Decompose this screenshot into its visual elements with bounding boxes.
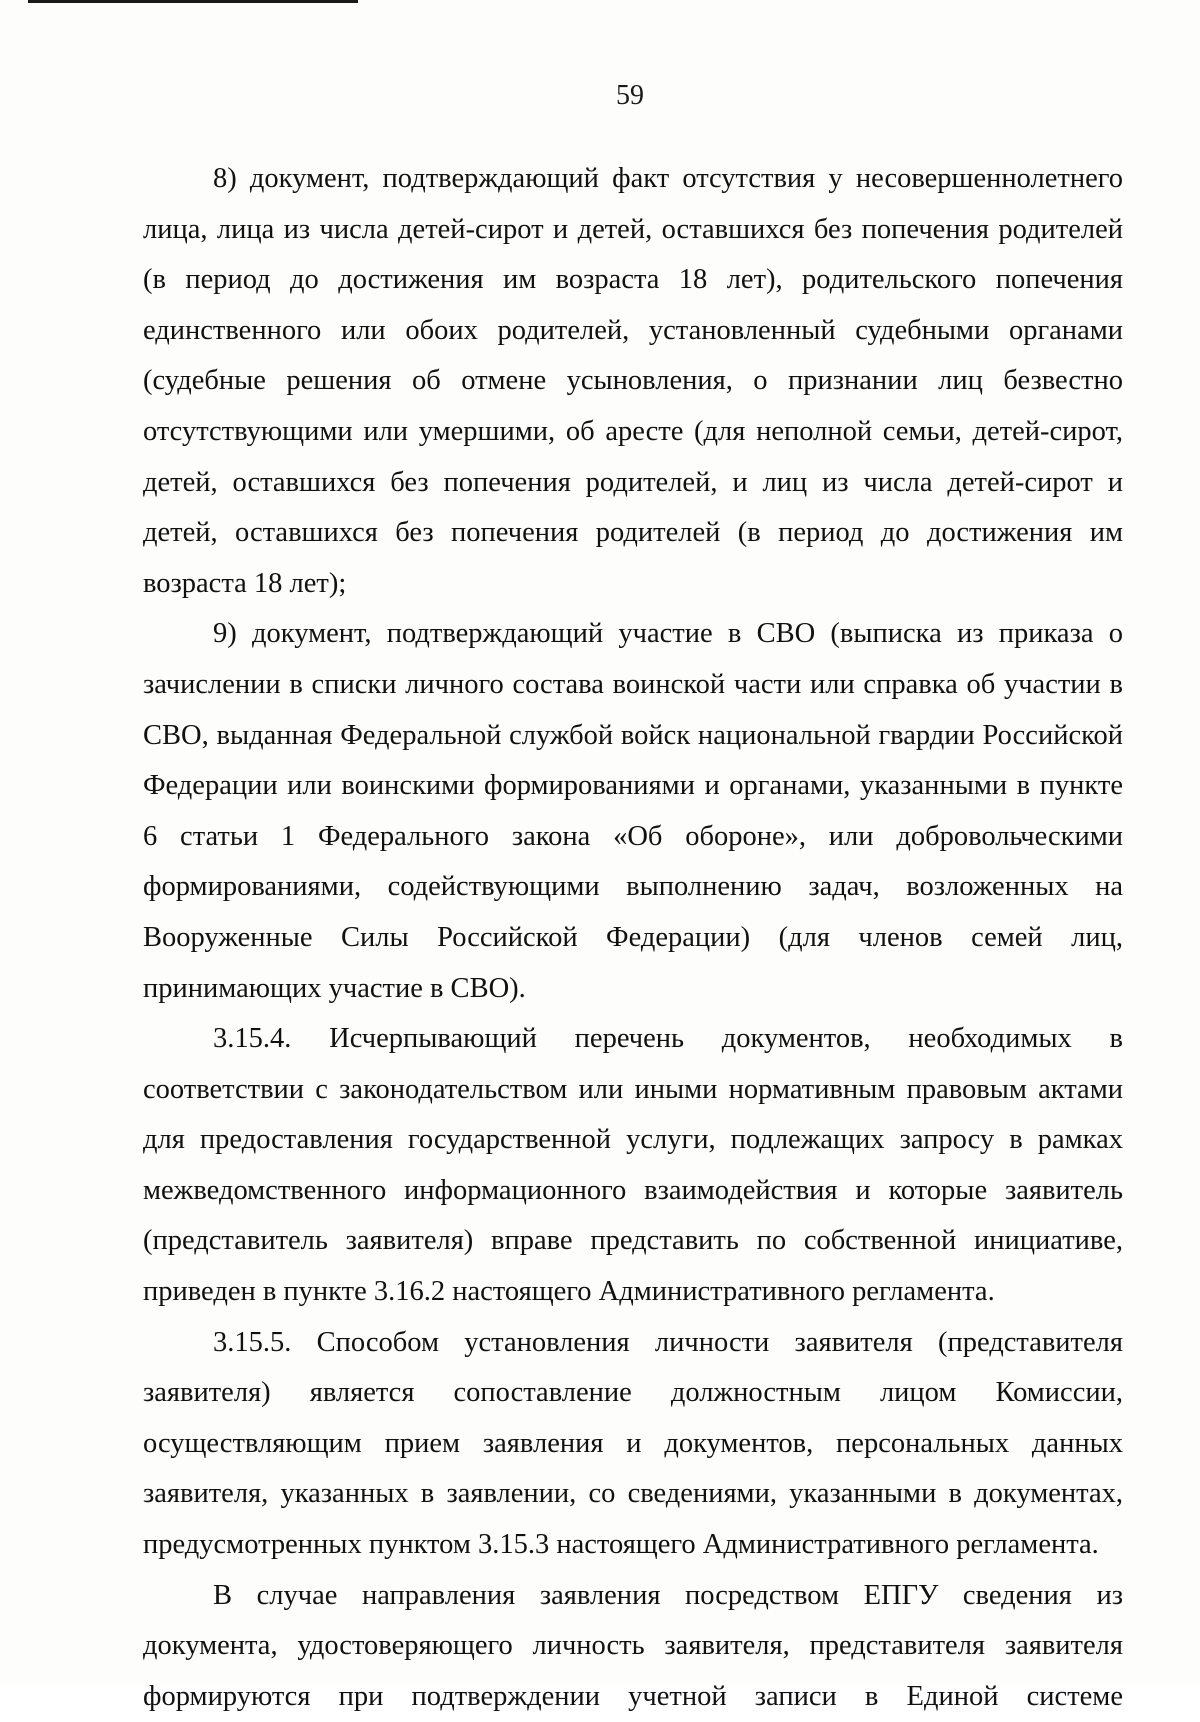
page-number: 59	[616, 80, 644, 111]
top-rule	[28, 0, 358, 3]
paragraph-3-15-4: 3.15.4. Исчерпывающий перечень документов, необходимых в соответствии с законодательством или иными нормативным правовым актами для предоставления государственной услуги, подлежащих запросу в рамках межведомственного информационного взаимодействия и которые заявитель (представитель заявителя) вправе представить по собственной инициативе, приведен в пункте 3.16.2 настоящего Административного регламента.	[143, 1023, 1123, 1308]
paragraph-item-9: 9) документ, подтверждающий участие в СВО (выписка из приказа о зачислении в списки личного состава воинской части или справка об участии в СВО, выданная Федеральной службой войск национальной гвардии Российской Федерации или воинскими формированиями и органами, указанными в пункте 6 статьи 1 Федерального закона «Об обороне», или добровольческими формированиями, содействующими выполнению задач, возложенных на Вооруженные Силы Российской Федерации) (для членов семей лиц, принимающих участие в СВО).	[143, 618, 1123, 1004]
paragraph-item-8: 8) документ, подтверждающий факт отсутствия у несовершеннолетнего лица, лица из числа детей-сирот и детей, оставшихся без попечения родителей (в период до достижения им возраста 18 лет), родительского попечения единственного или обоих родителей, установленный судебными органами (судебные решения об отмене усыновления, о признании лиц безвестно отсутствующими или умершими, об аресте (для неполной семьи, детей-сирот, детей, оставшихся без попечения родителей, и лиц из числа детей-сирот и детей, оставшихся без попечения родителей (в период до достижения им возраста 18 лет);	[143, 163, 1123, 599]
paragraph-3-15-5: 3.15.5. Способом установления личности заявителя (представителя заявителя) является сопоставление должностным лицом Комиссии, осуществляющим прием заявления и документов, персональных данных заявителя, указанных в заявлении, со сведениями, указанными в документах, предусмотренных пунктом 3.15.3 настоящего Административного регламента.	[143, 1326, 1123, 1561]
paragraph-epgu: В случае направления заявления посредством ЕПГУ сведения из документа, удостоверяющего личность заявителя, представителя заявителя формируются при подтверждении учетной записи в Единой системе	[143, 1579, 1123, 1712]
document-body	[143, 154, 1123, 1722]
